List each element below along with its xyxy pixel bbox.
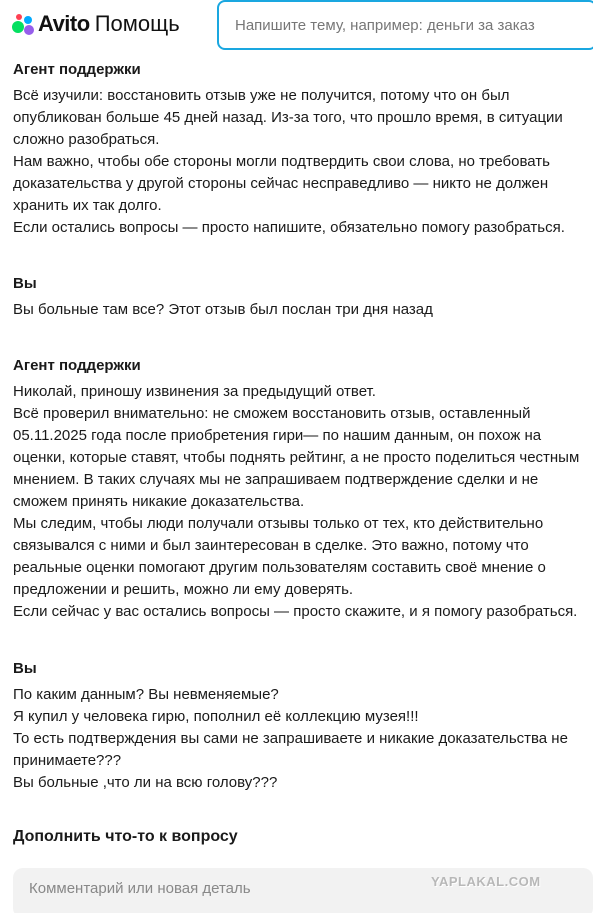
message-line: хранить их так долго. [13,197,162,214]
message-line: опубликован больше 45 дней назад. Из-за того, что прошло время, в ситуации [13,109,563,126]
message-line: Если сейчас у вас остались вопросы — просто скажите, и я помогу разобраться. [13,603,578,620]
message-line: Всё изучили: восстановить отзыв уже не получится, потому что он был [13,87,510,104]
message-author: Вы [13,275,37,292]
watermark: YAPLAKAL.COM [431,874,541,889]
message-line: мнением. В таких случаях мы не запрашиваем подтверждение сделки и не [13,471,539,488]
add-detail-title: Дополнить что-то к вопросу [13,828,238,845]
message-line: сложно разобраться. [13,131,160,148]
brand-name: Avito [38,11,90,36]
message-line: Я купил у человека гирю, пополнил её коллекцию музея!!! [13,708,419,725]
message-line: доказательства у другой стороны сейчас несправедливо — никто не должен [13,175,549,192]
message-line: 05.11.2025 года после приобретения гири— по нашим данным, он похож на [13,427,542,444]
message-author: Агент поддержки [13,61,141,78]
message-user [13,659,593,794]
message-agent [13,60,593,239]
avito-logo-icon [12,13,34,35]
message-line: То есть подтверждения вы сами не запрашиваете и никакие доказательства не [13,730,568,747]
message-user [13,274,593,321]
message-line: связывался с ними и был заинтересован в сделке. Это важно, потому что [13,537,529,554]
section-name: Помощь [94,11,180,36]
message-line: предложении и решить, можно ли ему доверять. [13,581,354,598]
message-line: Мы следим, чтобы люди получали отзывы только от тех, кто действительно [13,515,544,532]
message-line: Вы больные там все? Этот отзыв был послан три дня назад [13,301,433,318]
message-line: Николай, приношу извинения за предыдущий ответ. [13,383,376,400]
message-line: Если остались вопросы — просто напишите, обязательно помогу разобраться. [13,219,565,236]
message-author: Вы [13,660,37,677]
message-line: принимаете??? [13,752,122,769]
avito-logo[interactable] [12,10,180,38]
message-line: реальные оценки помогают другим пользователям составить своё мнение о [13,559,546,576]
message-agent [13,356,593,623]
search-input[interactable] [219,2,593,48]
message-author: Агент поддержки [13,357,141,374]
header [0,0,593,50]
message-line: Всё проверил внимательно: не сможем восстановить отзыв, оставленный [13,405,531,422]
message-line: оценки, которые ставят, чтобы поднять рейтинг, а не просто поделиться честным [13,449,580,466]
message-line: Нам важно, чтобы обе стороны могли подтвердить свои слова, но требовать [13,153,550,170]
message-line: Вы больные ,что ли на всю голову??? [13,774,278,791]
message-line: сможем принять никакие доказательства. [13,493,305,510]
search-box[interactable] [217,0,593,50]
message-line: По каким данным? Вы невменяемые? [13,686,279,703]
